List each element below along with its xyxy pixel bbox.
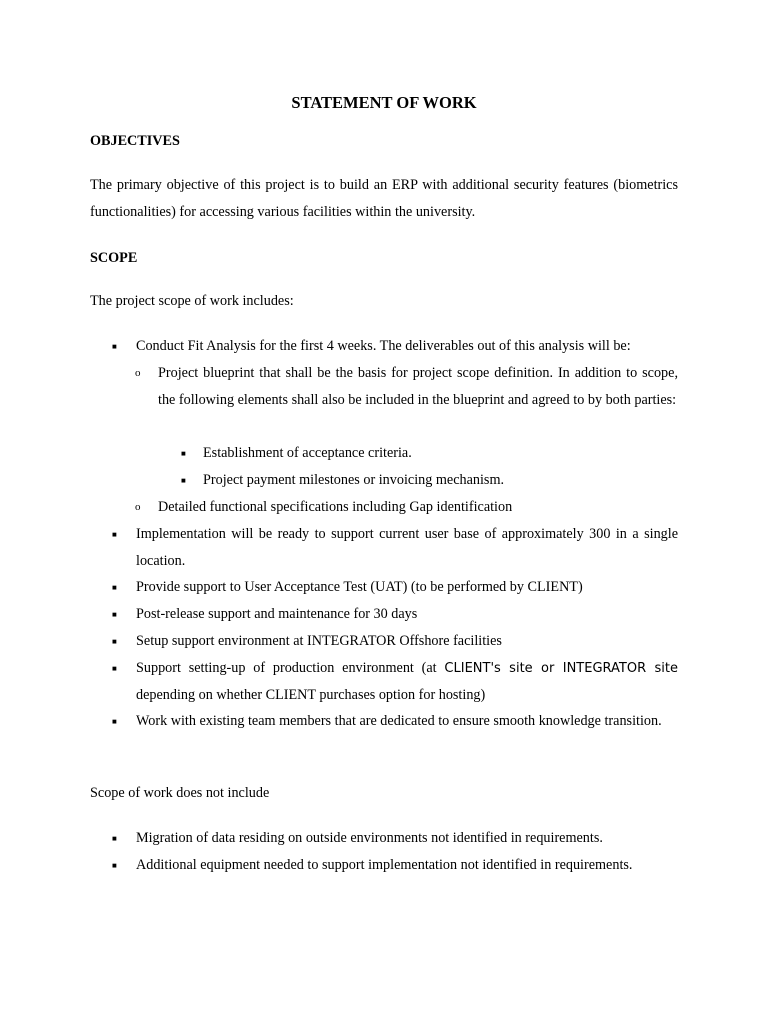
- scope-item-fit-analysis: Conduct Fit Analysis for the first 4 weeks. The deliverables out of this analysis will be:: [136, 338, 631, 354]
- sub-item-project-blueprint: Project blueprint that shall be the basis for project scope definition. In addition to scope, the following elements shall also be included in the blueprint and agreed to by both parties:: [158, 365, 678, 408]
- square-bullet-icon: ■: [112, 664, 117, 673]
- scope-item-support-environment: Setup support environment at INTEGRATOR Offshore facilities: [136, 633, 502, 649]
- circle-bullet-icon: o: [135, 501, 141, 513]
- production-item-prefix: Support setting-up of production environment (at: [136, 660, 445, 676]
- exclude-item-data-migration: Migration of data residing on outside environments not identified in requirements.: [136, 830, 603, 846]
- scope-item-team-transition: Work with existing team members that are dedicated to ensure smooth knowledge transition.: [136, 713, 662, 729]
- sub-sub-item-acceptance-criteria: Establishment of acceptance criteria.: [203, 445, 412, 461]
- scope-item-implementation: Implementation will be ready to support current user base of approximately 300 in a single location.: [136, 526, 678, 569]
- square-bullet-icon: ■: [181, 449, 186, 458]
- objectives-heading: OBJECTIVES: [90, 133, 180, 149]
- scope-heading: SCOPE: [90, 250, 138, 266]
- scope-intro: The project scope of work includes:: [90, 293, 294, 309]
- production-item-suffix: depending on whether CLIENT purchases option for hosting): [136, 687, 486, 703]
- scope-item-post-release: Post-release support and maintenance for 30 days: [136, 606, 418, 622]
- circle-bullet-icon: o: [135, 367, 141, 379]
- square-bullet-icon: ■: [112, 717, 117, 726]
- document-title: STATEMENT OF WORK: [291, 93, 477, 112]
- square-bullet-icon: ■: [112, 861, 117, 870]
- square-bullet-icon: ■: [112, 610, 117, 619]
- square-bullet-icon: ■: [112, 342, 117, 351]
- objectives-paragraph: The primary objective of this project is to build an ERP with additional security features (biometrics functionalities) for accessing various facilities within the university.: [90, 177, 678, 220]
- scope-item-production-environment: [136, 655, 678, 709]
- square-bullet-icon: ■: [112, 834, 117, 843]
- square-bullet-icon: ■: [112, 637, 117, 646]
- production-item-sites: CLIENT's site or INTEGRATOR site: [444, 661, 678, 676]
- sub-item-functional-specs: Detailed functional specifications including Gap identification: [158, 499, 513, 515]
- exclude-item-additional-equipment: Additional equipment needed to support implementation not identified in requirements.: [136, 857, 633, 873]
- excludes-intro: Scope of work does not include: [90, 785, 270, 801]
- scope-item-uat-support: Provide support to User Acceptance Test (UAT) (to be performed by CLIENT): [136, 579, 583, 595]
- sub-sub-item-payment-milestones: Project payment milestones or invoicing mechanism.: [203, 472, 505, 488]
- square-bullet-icon: ■: [181, 476, 186, 485]
- square-bullet-icon: ■: [112, 530, 117, 539]
- square-bullet-icon: ■: [112, 583, 117, 592]
